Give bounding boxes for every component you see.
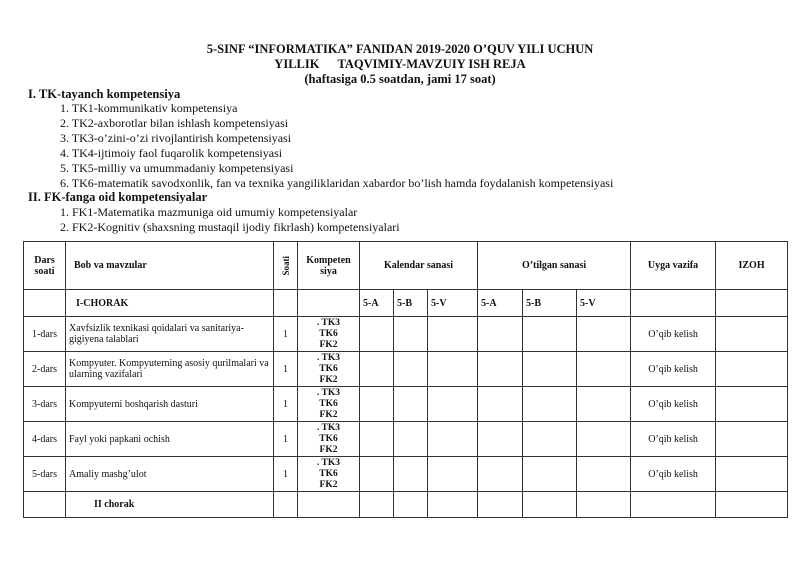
- lesson-competencies: . TK3 TK6 FK2: [298, 387, 360, 422]
- table-row: [24, 317, 788, 352]
- header-otilgan: O’tilgan sanasi: [478, 242, 631, 290]
- tk-item: 1. TK1-kommunikativ kompetensiya: [60, 101, 238, 115]
- lesson-hours: 1: [274, 317, 298, 352]
- table-row: [24, 422, 788, 457]
- quarter-row: [24, 290, 788, 317]
- quarter-row: [24, 492, 788, 518]
- table-row: [24, 387, 788, 422]
- fk-item: 2. FK2-Kognitiv (shaxsning mustaqil ijodiy fikrlash) kompetensiyalari: [60, 220, 400, 234]
- lesson-hours: 1: [274, 422, 298, 457]
- lesson-competencies: . TK3 TK6 FK2: [298, 422, 360, 457]
- table-header-row: [24, 242, 788, 290]
- header-izoh: IZOH: [716, 242, 788, 290]
- tk-item: 2. TK2-axborotlar bilan ishlash kompetensiyasi: [60, 116, 289, 130]
- fk-item: 1. FK1-Matematika mazmuniga oid umumiy kompetensiyalar: [60, 205, 358, 219]
- lesson-homework: O’qib kelish: [631, 457, 716, 492]
- lesson-homework: O’qib kelish: [631, 317, 716, 352]
- fk-list: [60, 205, 400, 235]
- tk-item: 3. TK3-o’zini-o’zi rivojlantirish kompetensiyasi: [60, 131, 292, 145]
- lesson-homework: O’qib kelish: [631, 352, 716, 387]
- header-uyga-vazifa: Uyga vazifa: [631, 242, 716, 290]
- subtitle-part-reja: TAQVIMIY-MAVZUIY ISH REJA: [337, 57, 526, 71]
- lesson-hours: 1: [274, 352, 298, 387]
- tk-item: 6. TK6-matematik savodxonlik, fan va texnika yangiliklaridan xabardor bo’lish hamda foydalanish kompetensiyasi: [60, 176, 614, 190]
- lesson-topic: Kompyuterni boshqarish dasturi: [66, 387, 274, 422]
- section-tk-title: I. TK-tayanch kompetensiya: [28, 87, 181, 101]
- lesson-number: 5-dars: [24, 457, 66, 492]
- subtitle-part-yillik: YILLIK: [274, 57, 320, 71]
- table-row: [24, 457, 788, 492]
- class-label: 5-A: [360, 290, 394, 317]
- tk-list: [60, 101, 613, 191]
- header-dars: Dars soati: [24, 242, 66, 290]
- lesson-competencies: . TK3 TK6 FK2: [298, 457, 360, 492]
- class-label: 5-V: [428, 290, 478, 317]
- header-soati: Soati: [274, 242, 298, 290]
- hours-note: (haftasiga 0.5 soatdan, jami 17 soat): [304, 72, 496, 86]
- class-label: 5-B: [523, 290, 577, 317]
- header-kalendar: Kalendar sanasi: [360, 242, 478, 290]
- table-row: [24, 352, 788, 387]
- header-bob: Bob va mavzular: [66, 242, 274, 290]
- section-fk-title: II. FK-fanga oid kompetensiyalar: [28, 190, 208, 204]
- class-label: 5-V: [577, 290, 631, 317]
- lesson-topic: Kompyuter. Kompyuterning asosiy qurilmalari va ularning vazifalari: [66, 352, 274, 387]
- lesson-competencies: . TK3 TK6 FK2: [298, 317, 360, 352]
- document-subtitle: [0, 57, 800, 72]
- lesson-number: 1-dars: [24, 317, 66, 352]
- tk-item: 4. TK4-ijtimoiy faol fuqarolik kompetensiyasi: [60, 146, 283, 160]
- quarter-label: II chorak: [66, 492, 274, 518]
- class-label: 5-B: [394, 290, 428, 317]
- class-label: 5-A: [478, 290, 523, 317]
- lesson-hours: 1: [274, 387, 298, 422]
- lesson-hours: 1: [274, 457, 298, 492]
- plan-table: [23, 241, 788, 518]
- lesson-homework: O’qib kelish: [631, 422, 716, 457]
- lesson-topic: Amaliy mashg’ulot: [66, 457, 274, 492]
- quarter-label: I-CHORAK: [66, 290, 274, 317]
- lesson-homework: O’qib kelish: [631, 387, 716, 422]
- document-title: 5-SINF “INFORMATIKA” FANIDAN 2019-2020 O’QUV YILI UCHUN: [206, 42, 594, 56]
- tk-item: 5. TK5-milliy va umummadaniy kompetensiyasi: [60, 161, 294, 175]
- lesson-competencies: . TK3 TK6 FK2: [298, 352, 360, 387]
- header-kompetensiya: Kompeten siya: [298, 242, 360, 290]
- lesson-topic: Fayl yoki papkani ochish: [66, 422, 274, 457]
- lesson-number: 3-dars: [24, 387, 66, 422]
- lesson-number: 2-dars: [24, 352, 66, 387]
- lesson-number: 4-dars: [24, 422, 66, 457]
- lesson-topic: Xavfsizlik texnikasi qoidalari va sanitariya-gigiyena talablari: [66, 317, 274, 352]
